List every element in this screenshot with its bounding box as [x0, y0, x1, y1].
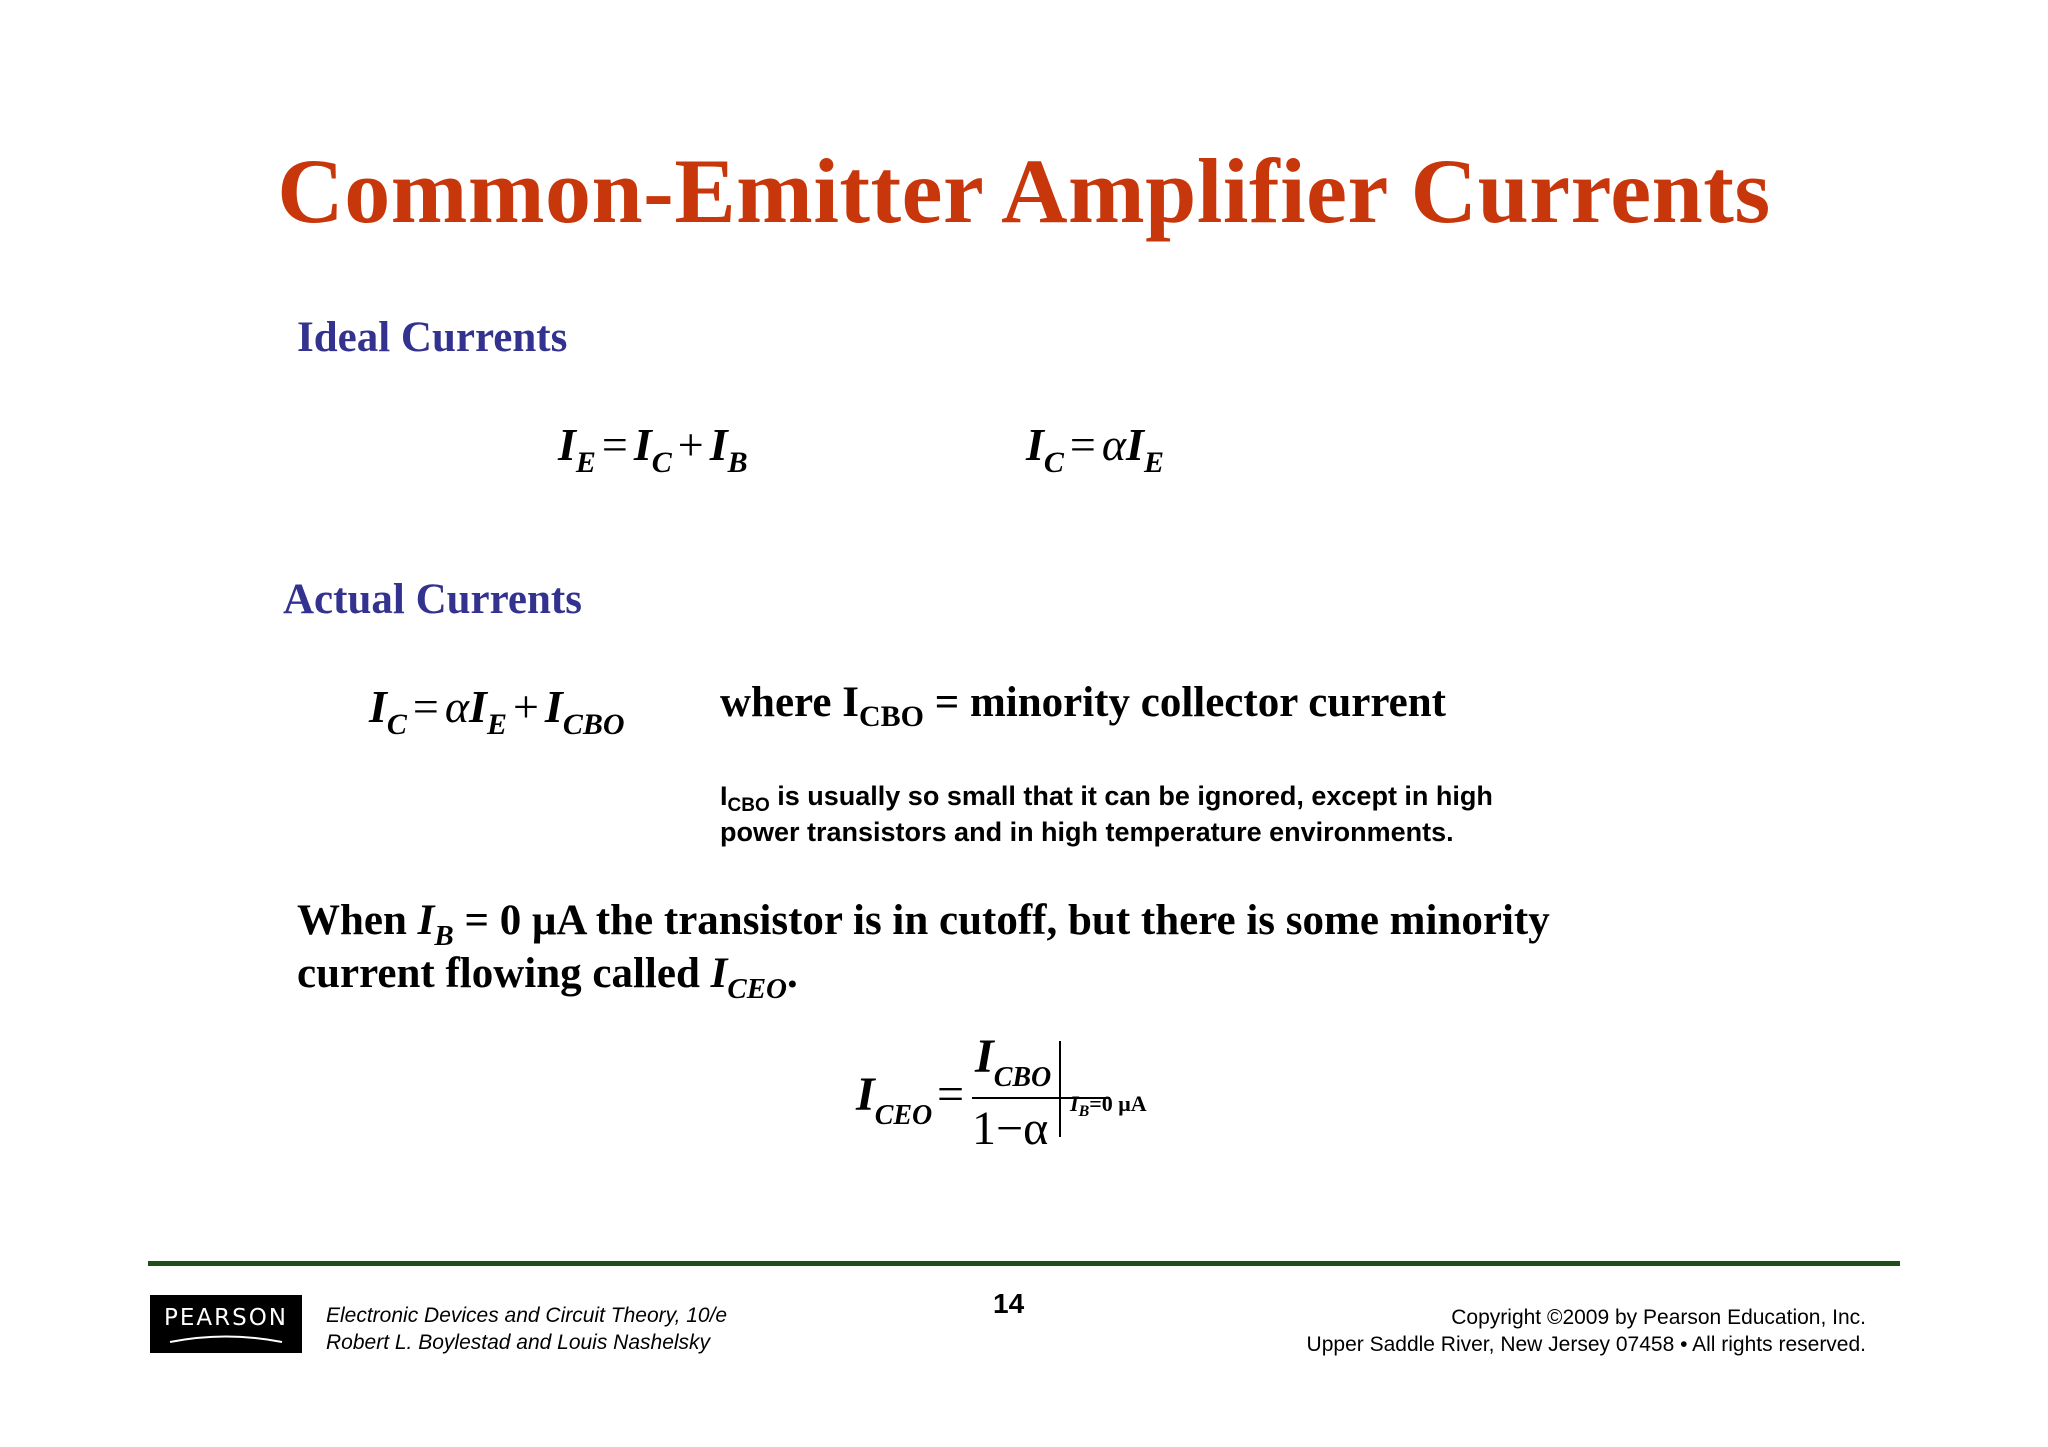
- formula-subscript: CEO: [874, 1100, 933, 1131]
- slide-title: Common-Emitter Amplifier Currents: [277, 140, 1771, 242]
- eq-term: I: [709, 419, 728, 470]
- book-title: Electronic Devices and Circuit Theory, 10/e: [326, 1304, 728, 1327]
- note-line-1: [720, 778, 1493, 814]
- address-line: Upper Saddle River, New Jersey 07458 • All rights reserved.: [1306, 1333, 1866, 1356]
- note-prefix: I: [720, 781, 728, 811]
- line-text: = 0 μA the transistor is in cutoff, but there is some minority: [453, 897, 1550, 944]
- var-ib: I: [417, 897, 435, 944]
- eq-subscript: B: [727, 446, 748, 479]
- icbo-note: [720, 778, 1493, 850]
- eq-term: I: [1026, 419, 1044, 470]
- eq-subscript: C: [1043, 446, 1064, 479]
- pearson-logo: [150, 1295, 302, 1353]
- formula-term: I: [975, 1030, 994, 1083]
- eq-operator: =: [601, 419, 628, 470]
- footer-rule: [148, 1261, 1900, 1266]
- var-subscript: B: [434, 920, 454, 952]
- ideal-currents-heading: Ideal Currents: [297, 314, 568, 361]
- line-text: current flowing called: [297, 950, 711, 997]
- eq-operator: +: [512, 681, 539, 732]
- alpha-symbol: α: [1101, 419, 1127, 470]
- definition-prefix: where I: [720, 679, 859, 726]
- eq-term: I: [369, 681, 387, 732]
- eq-term: I: [1126, 419, 1144, 470]
- var-subscript: CEO: [727, 973, 787, 1005]
- iceo-formula: [856, 1030, 1176, 1157]
- var-iceo: I: [710, 950, 728, 997]
- definition-subscript: CBO: [858, 700, 924, 733]
- eq-term: I: [469, 681, 487, 732]
- evaluation-condition: [1070, 1091, 1147, 1120]
- eq-subscript: CBO: [562, 708, 625, 741]
- note-line-2: power transistors and in high temperature environments.: [720, 817, 1454, 847]
- eq-subscript: E: [1143, 446, 1164, 479]
- logo-swoosh-icon: [168, 1333, 284, 1345]
- paragraph-line-1: [297, 894, 1550, 952]
- formula-subscript: CBO: [993, 1062, 1052, 1093]
- line-text: .: [787, 950, 798, 997]
- note-subscript: CBO: [727, 795, 770, 816]
- page-number: 14: [993, 1288, 1025, 1319]
- eq-subscript: E: [486, 708, 507, 741]
- logo-text: PEARSON: [163, 1305, 289, 1331]
- footer-book-info: [326, 1302, 727, 1356]
- cond-var: I: [1070, 1091, 1079, 1116]
- eq-term: I: [633, 419, 652, 470]
- eq-operator: =: [412, 681, 439, 732]
- footer-copyright: [1307, 1304, 1866, 1358]
- formula-lhs: [856, 1067, 933, 1131]
- eq-term: I: [558, 419, 576, 470]
- eq-subscript: C: [386, 708, 407, 741]
- book-authors: Robert L. Boylestad and Louis Nashelsky: [326, 1331, 711, 1354]
- evaluation-bar: [1059, 1041, 1061, 1137]
- eq-subscript: E: [575, 446, 596, 479]
- formula-equals: =: [937, 1068, 965, 1121]
- eq-operator: +: [677, 419, 704, 470]
- cutoff-paragraph: [297, 894, 1550, 1005]
- copyright-line: Copyright ©2009 by Pearson Education, Inc.: [1451, 1306, 1866, 1329]
- formula-term: I: [856, 1068, 875, 1121]
- actual-currents-heading: Actual Currents: [283, 576, 582, 623]
- ideal-equation-sum: [558, 418, 748, 479]
- note-text: is usually so small that it can be ignored, except in high: [769, 781, 1493, 811]
- icbo-definition: [720, 678, 1446, 733]
- cond-value: =0 μA: [1089, 1091, 1147, 1116]
- ideal-equation-alpha: [1026, 418, 1164, 479]
- alpha-symbol: α: [444, 681, 470, 732]
- line-text: When: [297, 897, 418, 944]
- fraction-denominator: 1−α: [972, 1102, 1049, 1155]
- fraction-numerator: [975, 1029, 1052, 1093]
- eq-subscript: C: [651, 446, 672, 479]
- paragraph-line-2: [297, 947, 1550, 1005]
- cond-subscript: B: [1078, 1103, 1090, 1120]
- actual-equation: [369, 680, 625, 741]
- eq-term: I: [544, 681, 563, 732]
- eq-operator: =: [1069, 419, 1096, 470]
- definition-text: = minority collector current: [923, 679, 1446, 726]
